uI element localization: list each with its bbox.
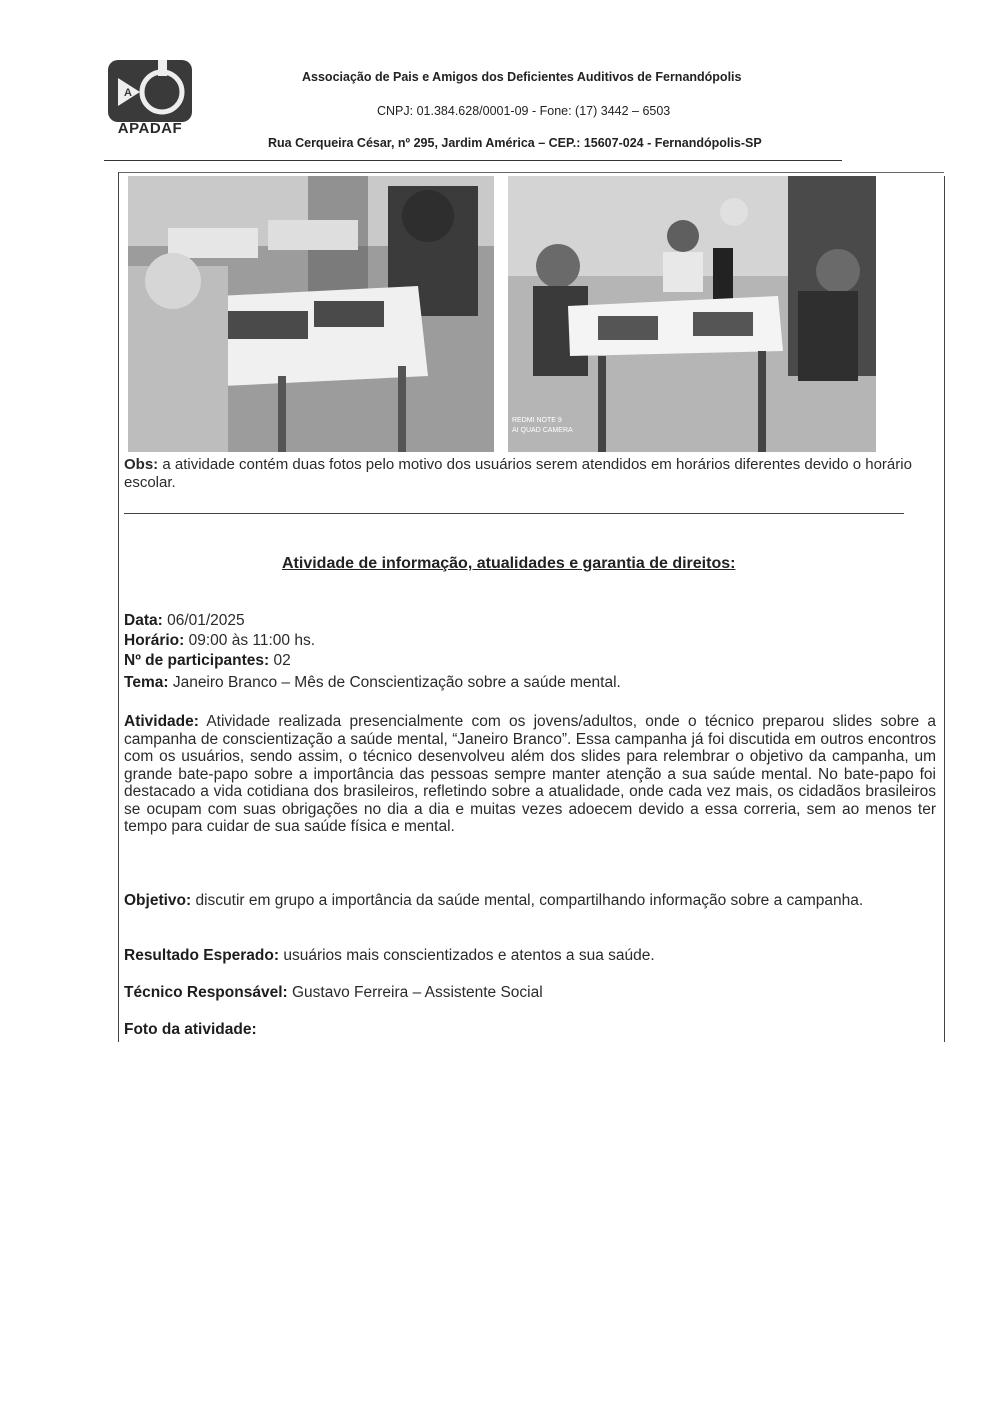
svg-text:A: A	[124, 87, 132, 99]
photo-watermark: REDMI NOTE 9	[512, 417, 562, 424]
participantes-value: 02	[269, 652, 291, 669]
objetivo-paragraph	[124, 892, 936, 910]
tecnico-label: Técnico Responsável:	[124, 984, 288, 1001]
tema-label: Tema:	[124, 674, 169, 691]
header-divider	[104, 160, 842, 161]
participantes-label: Nº de participantes:	[124, 652, 270, 669]
objetivo-text: discutir em grupo a importância da saúde mental, compartilhando informação sobre a campanha.	[191, 892, 864, 909]
field-horario	[124, 632, 315, 650]
obs-note	[124, 456, 942, 492]
org-name: Associação de Pais e Amigos dos Deficientes Auditivos de Fernandópolis	[302, 70, 742, 84]
obs-divider	[124, 513, 904, 514]
field-data	[124, 612, 245, 630]
tecnico-value: Gustavo Ferreira – Assistente Social	[287, 984, 543, 1001]
field-resultado	[124, 947, 655, 965]
field-foto	[124, 1021, 257, 1039]
obs-text: a atividade contém duas fotos pelo motivo dos usuários serem atendidos em horários diferentes devido o horário escolar.	[124, 456, 912, 491]
activity-photo-2	[508, 176, 876, 452]
obs-label: Obs:	[124, 456, 159, 473]
field-tema	[124, 674, 621, 692]
horario-label: Horário:	[124, 632, 185, 649]
address: Rua Cerqueira César, nº 295, Jardim América – CEP.: 15607-024 - Fernandópolis-SP	[268, 136, 762, 150]
tema-value: Janeiro Branco – Mês de Conscientização sobre a saúde mental.	[168, 674, 621, 691]
cnpj-phone: CNPJ: 01.384.628/0001-09 - Fone: (17) 3442 – 6503	[377, 104, 671, 118]
horario-value: 09:00 às 11:00 hs.	[184, 632, 315, 649]
data-value: 06/01/2025	[162, 612, 245, 629]
resultado-value: usuários mais conscientizados e atentos a sua saúde.	[279, 947, 655, 964]
field-tecnico	[124, 984, 543, 1002]
activity-photo-1	[128, 176, 494, 452]
objetivo-label: Objetivo:	[124, 892, 192, 909]
field-participantes	[124, 652, 291, 670]
content-box-left	[118, 172, 119, 1042]
atividade-label: Atividade:	[124, 713, 199, 730]
atividade-text: Atividade realizada presencialmente com os jovens/adultos, onde o técnico preparou slides sobre a campanha de conscientização a saúde mental, “Janeiro Branco”. Essa campanha já foi discutida em outros encontros com os usuários, sendo assim, o técnico desenvolveu além dos slides para relembrar o objetivo da campanha, um grande bate-papo sobre a importância das pessoas sempre manter atenção a sua saúde mental. No bate-papo foi destacado a vida cotidiana dos brasileiros, refletindo sobre a atualidade, onde cada vez mais, os cidadãos brasileiros se ocupam com suas obrigações no dia a dia e muitas vezes adoecem devido a essa correria, sem ao menos ter tempo para cuidar de sua saúde física e mental.	[124, 713, 936, 835]
section-title: Atividade de informação, atualidades e garantia de direitos:	[282, 555, 736, 572]
content-box-top	[118, 172, 944, 173]
photo-watermark: AI QUAD CAMERA	[512, 427, 573, 434]
atividade-paragraph	[124, 713, 936, 836]
data-label: Data:	[124, 612, 163, 629]
logo-text: APADAF	[117, 120, 183, 137]
content-box-right	[944, 176, 945, 1042]
resultado-label: Resultado Esperado:	[124, 947, 280, 964]
foto-label: Foto da atividade:	[124, 1021, 257, 1038]
